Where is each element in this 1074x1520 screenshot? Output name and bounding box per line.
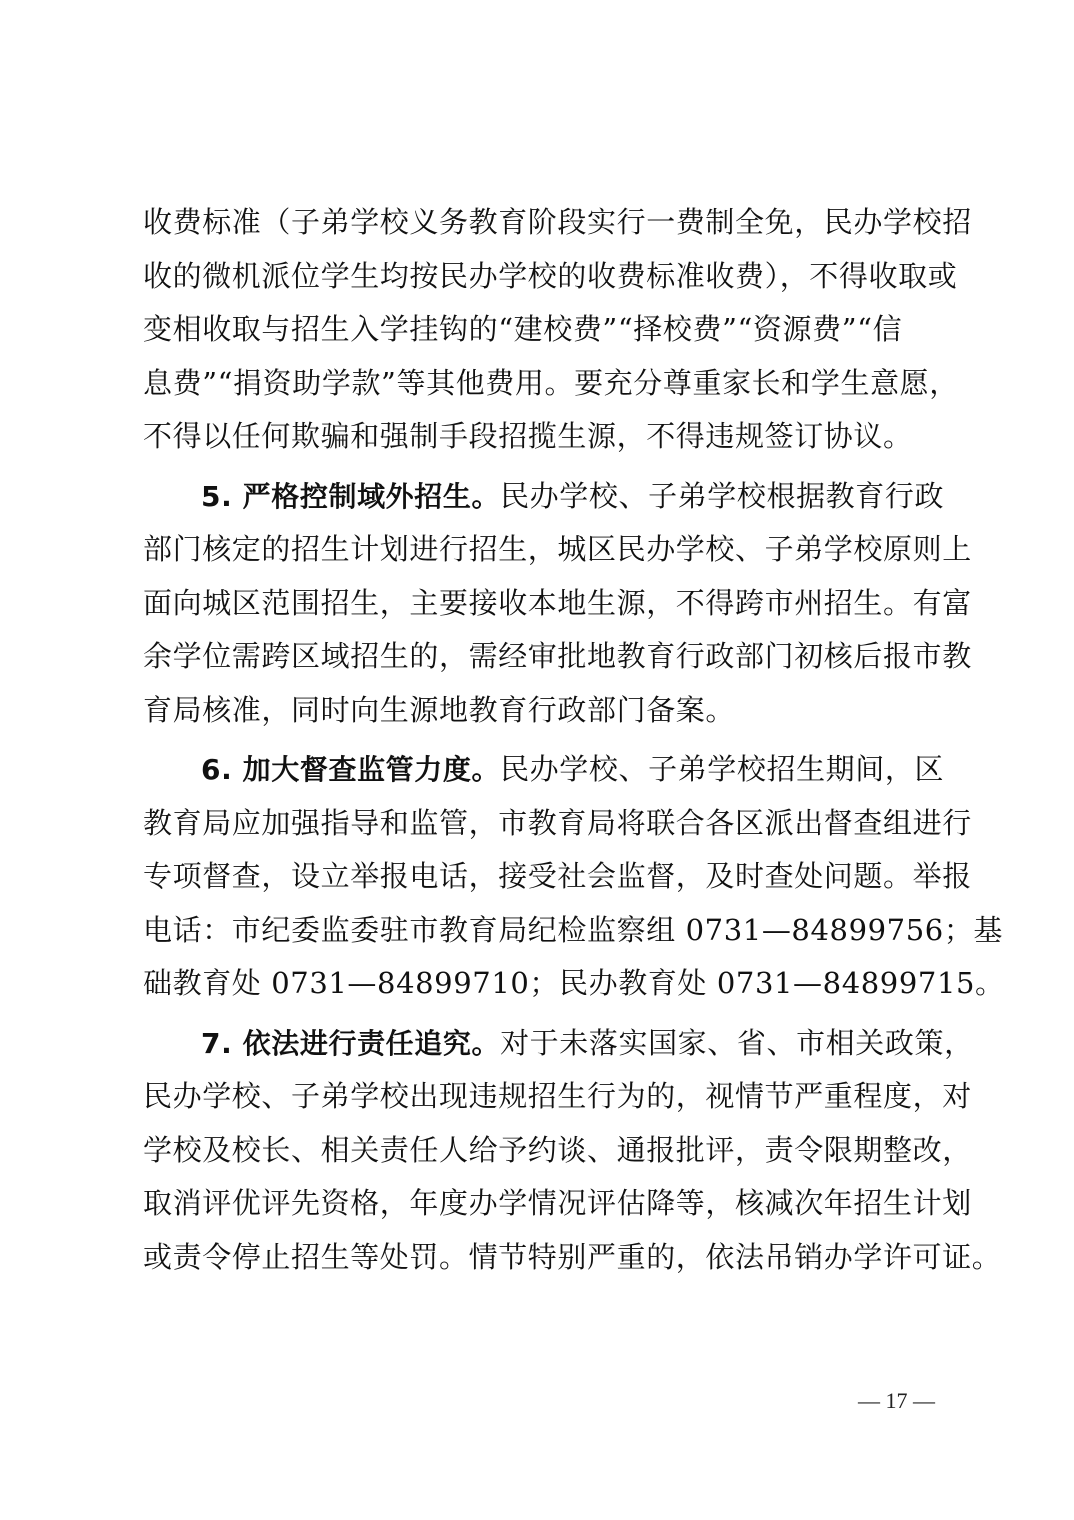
section-5 [143,470,972,738]
page-number: — 17 — [858,1388,935,1413]
text-line: 收的微机派位学生均按民办学校的收费标准收费），不得收取或 [143,258,958,293]
text-line: 教育局应加强指导和监管，市教育局将联合各区派出督查组进行 [143,805,972,840]
text-line: 或责令停止招生等处罚。情节特别严重的，依法吊销办学许可证。 [143,1239,1002,1274]
text-line: 民办学校、子弟学校出现违规招生行为的，视情节严重程度，对 [143,1079,972,1113]
section-text: 对于未落实国家、省、市相关政策， [500,1025,974,1060]
text-line: 不得以任何欺骗和强制手段招揽生源，不得违规签订协议。 [143,419,913,453]
section-first-line [143,1017,974,1071]
text-line: 收费标准（子弟学校义务教育阶段实行一费制全免，民办学校招 [143,205,972,239]
text-line: 专项督查，设立举报电话，接受社会监督，及时查处问题。举报 [143,859,972,893]
section-heading: 5. 严格控制域外招生。 [201,479,501,513]
text-line: 面向城区范围招生，主要接收本地生源，不得跨市州招生。有富 [143,585,972,620]
section-heading: 6. 加大督查监管力度。 [201,753,501,786]
text-line: 电话：市纪委监委驻市教育局纪检监察组 0731—84899756；基 [143,912,1004,947]
text-line: 础教育处 0731—84899710；民办教育处 0731—84899715。 [143,966,1005,1000]
section-text: 民办学校、子弟学校招生期间，区 [500,752,945,786]
section-first-line [143,470,943,524]
text-line: 变相收取与招生入学挂钩的“建校费”“择校费”“资源费”“信 [143,312,903,346]
paragraph-intro [143,196,972,464]
text-line: 息费”“捐资助学款”等其他费用。要充分尊重家长和学生意愿， [143,365,959,400]
section-7 [143,1017,1002,1285]
text-line: 部门核定的招生计划进行招生，城区民办学校、子弟学校原则上 [143,532,972,566]
section-first-line [143,743,943,797]
section-text: 民办学校、子弟学校根据教育行政 [500,478,945,513]
text-line: 取消评优评先资格，年度办学情况评估降等，核减次年招生计划 [143,1186,972,1220]
document-body [143,196,1005,1284]
section-6 [143,743,1005,1011]
section-heading: 7. 依法进行责任追究。 [201,1026,501,1060]
text-line: 余学位需跨区域招生的，需经审批地教育行政部门初核后报市教 [143,639,972,673]
text-line: 学校及校长、相关责任人给予约谈、通报批评，责令限期整改， [143,1132,972,1167]
text-line: 育局核准，同时向生源地教育行政部门备案。 [143,692,736,727]
